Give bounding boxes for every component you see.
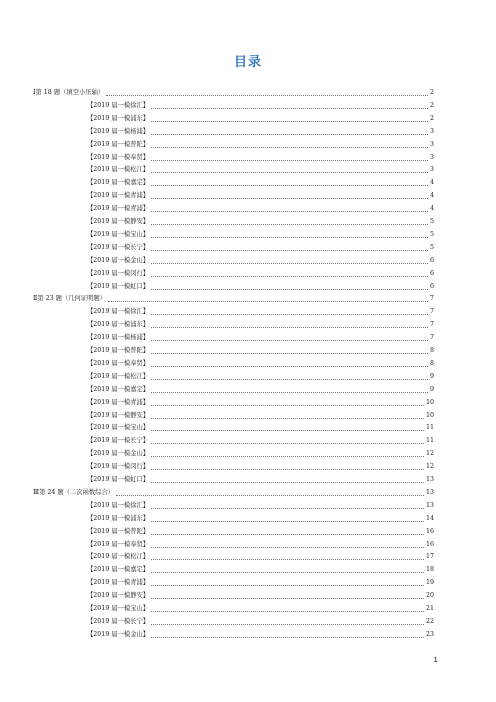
- toc-item[interactable]: [87, 564, 434, 576]
- dot-leader: [151, 558, 424, 560]
- toc-entry-label: 【2019 届一模普陀】: [87, 347, 150, 354]
- toc-entry-label: 【2019 届一模虹口】: [87, 282, 150, 290]
- toc-entry-page: 22: [425, 617, 434, 625]
- toc-entry-page: 5: [429, 230, 434, 238]
- toc-entry-page: 2: [429, 89, 434, 96]
- dot-leader: [151, 468, 424, 470]
- dot-leader: [151, 584, 424, 586]
- toc-entry-page: 4: [429, 179, 434, 187]
- toc-item[interactable]: [87, 629, 434, 641]
- dot-leader: [151, 391, 428, 393]
- toc-entry-page: 8: [429, 347, 434, 354]
- toc-entry-page: 18: [425, 566, 434, 574]
- toc-entry-page: 23: [425, 630, 434, 638]
- toc-entry-page: 3: [429, 166, 434, 174]
- toc-item[interactable]: [87, 590, 434, 602]
- toc-entry-label: 【2019 届一模奉贤】: [87, 153, 150, 161]
- dot-leader: [151, 146, 428, 148]
- toc-entry-page: 8: [429, 359, 434, 367]
- dot-leader: [151, 120, 428, 122]
- toc-entry-page: 13: [425, 501, 434, 509]
- dot-leader: [151, 533, 424, 535]
- toc-entry-page: 3: [429, 140, 434, 148]
- dot-leader: [151, 133, 428, 135]
- toc-entry-page: 4: [429, 205, 434, 213]
- toc-item[interactable]: [87, 448, 434, 460]
- toc-item[interactable]: [87, 164, 434, 176]
- dot-leader: [151, 417, 424, 419]
- toc-entry-label: 【2019 届一模嘉定】: [87, 385, 150, 393]
- toc-entry-page: 13: [425, 476, 434, 483]
- toc-item[interactable]: [87, 397, 434, 409]
- toc-item[interactable]: [87, 461, 434, 473]
- dot-leader: [151, 455, 424, 457]
- toc-entry-label: 【2019 届一模普陀】: [87, 140, 150, 148]
- toc-entry-page: 7: [429, 334, 434, 342]
- toc-item[interactable]: [87, 190, 434, 202]
- toc-entry-label: 【2019 届一模闵行】: [87, 269, 150, 277]
- dot-leader: [151, 546, 424, 548]
- toc-entry-page: 10: [425, 411, 434, 419]
- toc-item[interactable]: [87, 422, 434, 434]
- dot-leader: [151, 313, 428, 315]
- toc-item[interactable]: [87, 551, 434, 563]
- toc-entry-label: 【2019 届一模奉贤】: [87, 540, 150, 548]
- toc-entry-label: 【2019 届一模青浦】: [87, 192, 150, 200]
- dot-leader: [151, 184, 428, 186]
- dot-leader: [151, 610, 424, 612]
- toc-entry-page: 13: [425, 488, 434, 496]
- toc-entry-label: 【2019 届一模浦东】: [87, 321, 150, 329]
- toc-item[interactable]: [87, 500, 434, 512]
- toc-entry-label: 【2019 届一模奉贤】: [87, 359, 150, 367]
- toc-entry-label: 【2019 届一模徐汇】: [87, 101, 150, 109]
- toc-item[interactable]: [87, 371, 434, 383]
- dot-leader: [151, 429, 424, 431]
- toc-item[interactable]: [87, 577, 434, 589]
- toc-entry-page: 11: [425, 424, 434, 432]
- toc-entry-label: Ⅱ第 23 题（几何证明题）: [33, 295, 106, 303]
- toc-item[interactable]: [87, 139, 434, 151]
- toc-entry-page: 3: [429, 127, 434, 135]
- dot-leader: [151, 339, 428, 341]
- toc-item[interactable]: [87, 203, 434, 215]
- dot-leader: [116, 494, 424, 496]
- toc-section-1[interactable]: [33, 87, 434, 99]
- toc-entry-page: 11: [425, 437, 434, 445]
- toc-entry-page: 16: [425, 527, 434, 535]
- dot-leader: [151, 159, 428, 161]
- dot-leader: [108, 300, 428, 302]
- dot-leader: [151, 636, 424, 638]
- toc-entry-page: 9: [429, 385, 434, 393]
- toc-entry-label: 【2019 届一模杨浦】: [87, 334, 150, 342]
- toc-item[interactable]: [87, 513, 434, 525]
- toc-entry-page: 6: [429, 269, 434, 277]
- toc-item[interactable]: [87, 332, 434, 344]
- dot-leader: [151, 288, 428, 290]
- dot-leader: [151, 236, 428, 238]
- toc-entry-label: 【2019 届一模虹口】: [87, 476, 150, 483]
- toc-item[interactable]: [87, 526, 434, 538]
- dot-leader: [151, 210, 428, 212]
- dot-leader: [151, 571, 424, 573]
- toc-entry-label: 【2019 届一模普陀】: [87, 527, 150, 535]
- toc-item[interactable]: [87, 474, 434, 486]
- toc-entry-page: 17: [425, 553, 434, 561]
- toc-entry-page: 7: [429, 308, 434, 316]
- toc-item[interactable]: [87, 603, 434, 615]
- toc-entry-page: 7: [429, 295, 434, 303]
- dot-leader: [151, 507, 424, 509]
- toc-item[interactable]: [87, 216, 434, 228]
- dot-leader: [151, 352, 428, 354]
- dot-leader: [151, 197, 428, 199]
- page-title: 目录: [233, 55, 262, 70]
- toc-entry-page: 12: [425, 463, 434, 471]
- dot-leader: [151, 223, 428, 225]
- toc-entry-label: 【2019 届一模金山】: [87, 630, 150, 638]
- toc-item[interactable]: [87, 177, 434, 189]
- toc-entry-label: 【2019 届一模静安】: [87, 592, 150, 600]
- dot-leader: [151, 623, 424, 625]
- toc-entry-label: 【2019 届一模嘉定】: [87, 566, 150, 574]
- toc-entry-label: 【2019 届一模青浦】: [87, 579, 150, 587]
- toc-entry-label: 【2019 届一模青浦】: [87, 205, 150, 213]
- toc-entry-label: 【2019 届一模松江】: [87, 372, 150, 380]
- dot-leader: [106, 94, 428, 96]
- toc-entry-page: 9: [429, 372, 434, 380]
- toc-item[interactable]: [87, 319, 434, 331]
- dot-leader: [151, 275, 428, 277]
- dot-leader: [151, 262, 428, 264]
- toc-item[interactable]: [87, 306, 434, 318]
- toc-item[interactable]: [87, 358, 434, 370]
- toc-item[interactable]: [87, 255, 434, 267]
- dot-leader: [151, 365, 428, 367]
- toc-item[interactable]: [87, 113, 434, 125]
- toc-entry-page: 6: [429, 282, 434, 290]
- toc-entry-label: 【2019 届一模静安】: [87, 411, 150, 419]
- dot-leader: [151, 378, 428, 380]
- toc-entry-page: 4: [429, 192, 434, 200]
- toc-entry-label: 【2019 届一模松江】: [87, 166, 150, 174]
- dot-leader: [151, 171, 428, 173]
- dot-leader: [151, 442, 424, 444]
- dot-leader: [151, 597, 424, 599]
- toc-section-2[interactable]: [33, 293, 434, 305]
- toc-item[interactable]: [87, 281, 434, 293]
- toc-entry-label: 【2019 届一模宝山】: [87, 424, 150, 432]
- toc-entry-page: 7: [429, 321, 434, 329]
- toc-item[interactable]: [87, 616, 434, 628]
- dot-leader: [151, 249, 428, 251]
- toc-item[interactable]: [87, 345, 434, 357]
- toc-item[interactable]: [87, 229, 434, 241]
- toc-section-3[interactable]: [33, 487, 434, 499]
- toc-entry-page: 6: [429, 256, 434, 264]
- toc-entry-page: 19: [425, 579, 434, 587]
- toc-entry-page: 5: [429, 243, 434, 251]
- toc-item[interactable]: [87, 100, 434, 112]
- toc-entry-page: 5: [429, 218, 434, 225]
- toc-item[interactable]: [87, 539, 434, 551]
- toc-entry-label: 【2019 届一模杨浦】: [87, 127, 150, 135]
- toc-item[interactable]: [87, 126, 434, 138]
- toc-item[interactable]: [87, 268, 434, 280]
- page-number: 1: [433, 656, 438, 664]
- toc-entry-label: 【2019 届一模浦东】: [87, 514, 150, 522]
- toc-entry-label: 【2019 届一模宝山】: [87, 605, 150, 612]
- toc-entry-label: 【2019 届一模金山】: [87, 450, 150, 458]
- toc-entry-label: 【2019 届一模宝山】: [87, 230, 150, 238]
- toc-entry-page: 3: [429, 153, 434, 161]
- toc-entry-label: 【2019 届一模松江】: [87, 553, 150, 561]
- toc-entry-label: 【2019 届一模青浦】: [87, 398, 150, 406]
- toc-entry-label: Ⅲ第 24 题（二次函数综合）: [33, 488, 115, 496]
- dot-leader: [151, 481, 424, 483]
- toc-entry-page: 20: [425, 592, 434, 600]
- dot-leader: [151, 404, 424, 406]
- toc-entry-page: 21: [425, 605, 434, 612]
- toc-entry-label: 【2019 届一模闵行】: [87, 463, 150, 471]
- toc-entry-label: 【2019 届一模长宁】: [87, 617, 150, 625]
- toc-entry-label: 【2019 届一模浦东】: [87, 114, 150, 122]
- toc-entry-page: 16: [425, 540, 434, 548]
- toc-entry-label: 【2019 届一模徐汇】: [87, 501, 150, 509]
- toc-item[interactable]: [87, 410, 434, 422]
- toc-entry-label: 【2019 届一模徐汇】: [87, 308, 150, 316]
- toc-entry-page: 10: [425, 398, 434, 406]
- toc-entry-page: 2: [429, 114, 434, 122]
- toc-entry-label: 【2019 届一模静安】: [87, 218, 150, 225]
- dot-leader: [151, 326, 428, 328]
- toc-entry-label: Ⅰ第 18 题（填空小压轴）: [33, 89, 105, 96]
- toc-entry-label: 【2019 届一模嘉定】: [87, 179, 150, 187]
- toc-item[interactable]: [87, 242, 434, 254]
- toc-entry-page: 12: [425, 450, 434, 458]
- toc-entry-label: 【2019 届一模金山】: [87, 256, 150, 264]
- toc-entry-label: 【2019 届一模长宁】: [87, 243, 150, 251]
- toc-item[interactable]: [87, 435, 434, 447]
- toc-entry-page: 2: [429, 101, 434, 109]
- dot-leader: [151, 107, 428, 109]
- toc-entry-label: 【2019 届一模长宁】: [87, 437, 150, 445]
- toc-item[interactable]: [87, 384, 434, 396]
- toc-entry-page: 14: [425, 514, 434, 522]
- toc-item[interactable]: [87, 152, 434, 164]
- dot-leader: [151, 520, 424, 522]
